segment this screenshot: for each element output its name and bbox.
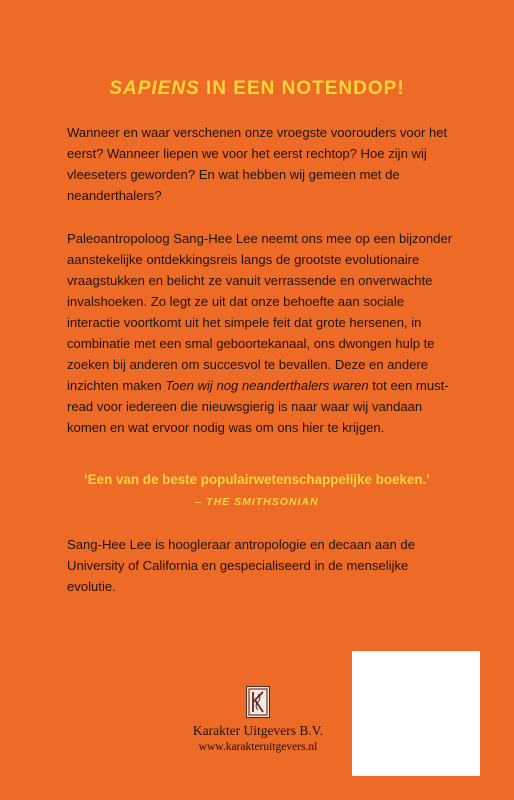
publisher-website: www.karakteruitgevers.nl <box>198 741 318 753</box>
description-text-start: Paleoantropoloog Sang-Hee Lee neemt ons mee op een bijzonder aanstekelijke ontdekkingsreis langs de grootste evolutionaire vraagstukken en belicht ze vanuit verrassende en onverwachte invalshoeken. Zo legt ze uit dat onze behoefte aan sociale interactie voortkomt uit het simpele feit dat grote hersenen, in combinatie met een smal geboortekanaal, ons dwongen hulp te zoeken bij anderen om succesvol te bevallen. Deze en andere inzichten maken <box>67 231 453 393</box>
barcode-area <box>352 651 480 776</box>
headline <box>0 78 514 100</box>
publisher-info <box>150 722 366 755</box>
quote-attribution: – THE SMITHSONIAN <box>195 496 319 508</box>
headline-italic: SAPIENS <box>109 78 200 99</box>
description-text-end: tot een must-read voor iedereen die nieuwsgierig is naar waar wij vandaan komen en wat ervoor nodig was om ons hier te krijgen. <box>67 378 449 435</box>
author-bio: Sang-Hee Lee is hoogleraar antropologie en decaan aan de University of California en gespecialiseerd in de menselijke evolutie. <box>67 537 415 594</box>
intro-paragraph: Wanneer en waar verschenen onze vroegste voorouders voor het eerst? Wanneer liepen we voor het eerst rechtop? Hoe zijn wij vleeseters geworden? En wat hebben wij gemeen met de neanderthalers? <box>67 125 448 203</box>
karakter-logo-icon <box>246 686 270 718</box>
publisher-name: Karakter Uitgevers B.V. <box>192 723 324 738</box>
description-paragraph <box>67 228 459 438</box>
review-quote: ‘Een van de beste populairwetenschappelijke boeken.’ <box>83 472 431 487</box>
book-title: Toen wij nog neanderthalers waren <box>165 378 369 393</box>
headline-rest: IN EEN NOTENDOP! <box>199 78 405 99</box>
